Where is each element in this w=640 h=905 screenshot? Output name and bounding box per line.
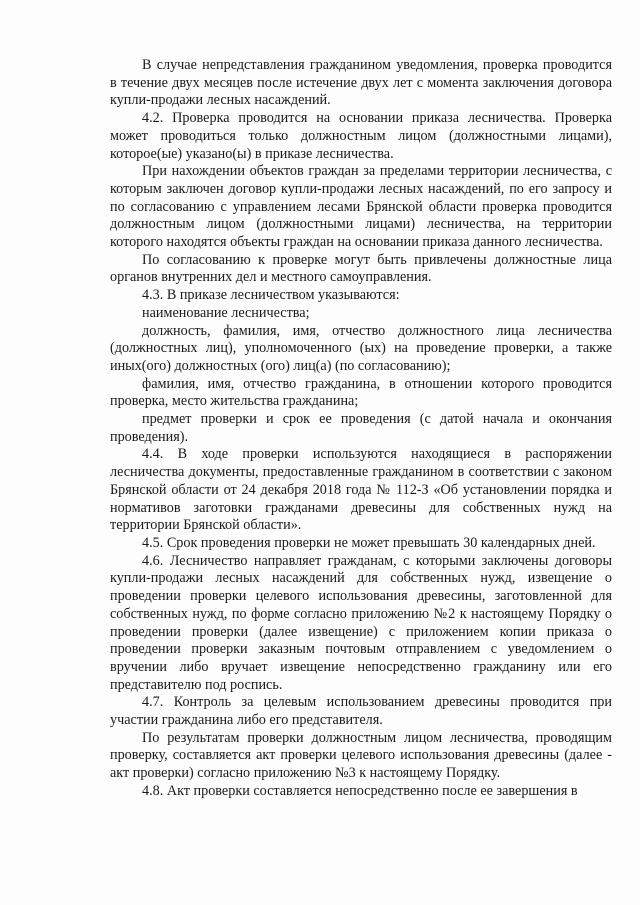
paragraph-subject-term: предмет проверки и срок ее проведения (с датой начала и окончания проведения). [110, 411, 612, 445]
paragraph-4-4: 4.4. В ходе проверки используются находящиеся в распоряжении лесничества документы, предоставленные гражданином в соответствии с законом Брянской области от 24 декабря 2018 года № 112-З «Об установлении порядка и нормативов заготовки гражданами древесины для собственных нужд на территории Брянской области». [110, 446, 612, 534]
paragraph-involved-officials: По согласованию к проверке могут быть привлечены должностные лица органов внутренних дел и местного самоуправления. [110, 251, 612, 286]
document-body [110, 57, 612, 801]
paragraph-4-7: 4.7. Контроль за целевым использованием древесины проводится при участии гражданина либо его представителя. [110, 694, 612, 729]
paragraph-forestry-name: наименование лесничества; [142, 304, 310, 321]
paragraph-4-8: 4.8. Акт проверки составляется непосредственно после ее завершения в [142, 782, 578, 799]
paragraph-citizen-name: фамилия, имя, отчество гражданина, в отношении которого проводится проверка, место жительства гражданина; [110, 375, 612, 410]
paragraph-4-6: 4.6. Лесничество направляет гражданам, с которыми заключены договоры купли-продажи лесных насаждений для собственных нужд, извещение о проведении проверки целевого использования древесины, заготовленной для собственных нужд, по форме согласно приложению №2 к настоящему Порядку о проведении проверки (далее извещение) с приложением копии приказа о проведении проверки заказным почтовым отправлением с уведомлением о вручении либо вручает извещение непосредственно гражданину или его представителю под роспись. [110, 552, 612, 693]
paragraph-outside-territory: При нахождении объектов граждан за пределами территории лесничества, с которым заключен договор купли-продажи лесных насаждений, по его запросу и по согласованию с управлением лесами Брянской области проверка проводится должностным лицом (должностными лицами) лесничества, на территории которого находятся объекты граждан на основании приказа данного лесничества. [110, 163, 612, 251]
paragraph-4-5: 4.5. Срок проведения проверки не может превышать 30 календарных дней. [142, 534, 596, 551]
paragraph-4-3: 4.3. В приказе лесничеством указываются: [142, 287, 400, 304]
paragraph-4-2: 4.2. Проверка проводится на основании приказа лесничества. Проверка может проводиться только должностным лицом (должностными лицами), которое(ые) указано(ы) в приказе лесничества. [110, 110, 612, 162]
paragraph-notice-failure: В случае непредставления гражданином уведомления, проверка проводится в течение двух месяцев после истечение двух лет с момента заключения договора купли-продажи лесных насаждений. [110, 57, 612, 109]
paragraph-official-position: должность, фамилия, имя, отчество должностного лица лесничества (должностных лиц), уполномоченного (ых) на проведение проверки, а также иных(ого) должностных (ого) лиц(а) (по согласованию); [110, 322, 612, 374]
paragraph-inspection-results: По результатам проверки должностным лицом лесничества, проводящим проверку, составляется акт проверки целевого использования древесины (далее - акт проверки) согласно приложению №3 к настоящему Порядку. [110, 729, 612, 782]
